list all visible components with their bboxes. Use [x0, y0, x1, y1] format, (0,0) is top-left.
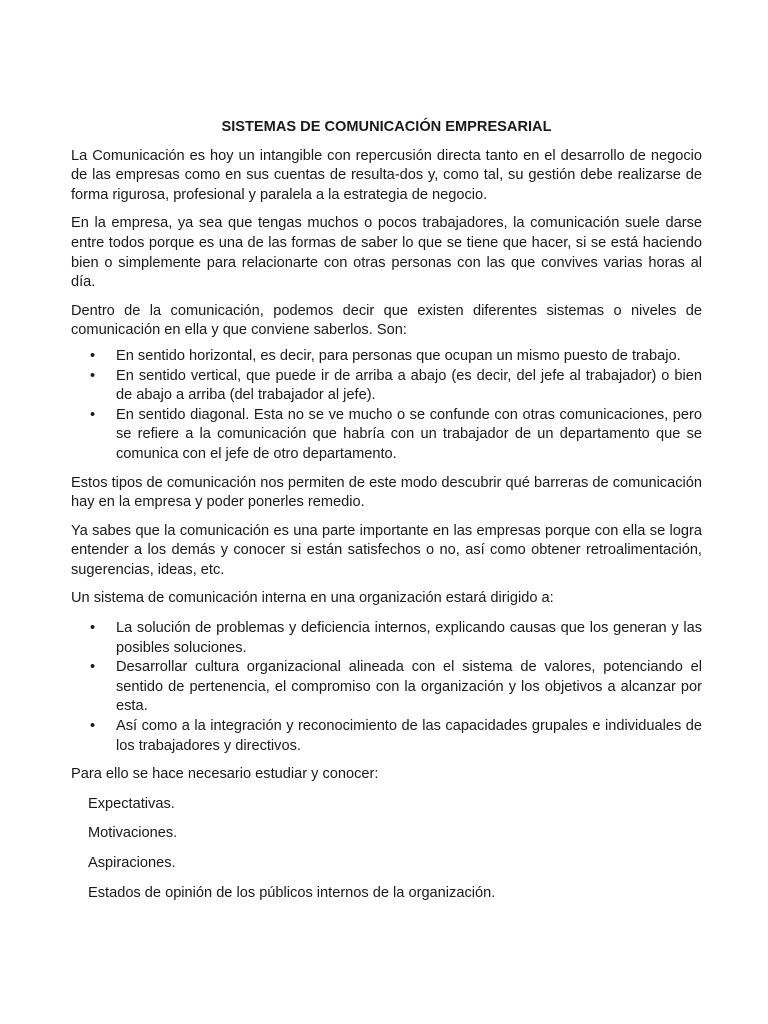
bullet-icon: • — [90, 347, 96, 364]
indented-item-estados: Estados de opinión de los públicos internos de la organización. — [88, 884, 496, 901]
list-item: • Así como a la integración y reconocimiento de las capacidades grupales e individuales de los trabajadores y directivos. — [90, 718, 702, 754]
indented-item-expectativas: Expectativas. — [88, 795, 175, 812]
bullet-icon: • — [90, 620, 96, 637]
document-page — [71, 118, 702, 913]
paragraph-estudiar: Para ello se hace necesario estudiar y conocer: — [71, 766, 379, 783]
list-item: • En sentido vertical, que puede ir de arriba a abajo (es decir, del jefe al trabajador) o bien de abajo a arriba (del trabajador al jefe). — [90, 367, 702, 404]
list-objetivos — [71, 619, 702, 756]
paragraph-importancia: Ya sabes que la comunicación es una parte importante en las empresas porque con ella se logra entender a los demás y conocer si están satisfechos o no, así como obtener retroalimentación, sugerencias, ideas, etc. — [71, 522, 702, 578]
indented-item-motivaciones: Motivaciones. — [88, 825, 178, 842]
list-item: • En sentido horizontal, es decir, para personas que ocupan un mismo puesto de trabajo. — [116, 347, 702, 367]
list-niveles — [71, 347, 702, 465]
bullet-icon: • — [90, 659, 96, 676]
paragraph-sistema-interno: Un sistema de comunicación interna en una organización estará dirigido a: — [71, 590, 554, 607]
paragraph-intro: La Comunicación es hoy un intangible con repercusión directa tanto en el desarrollo de negocio de las empresas como en sus cuentas de resulta-dos y, como tal, su gestión debe realizarse de forma rigurosa, profesional y paralela a la estrategia de negocio. — [71, 147, 702, 203]
bullet-icon: • — [90, 406, 96, 423]
paragraph-empresa: En la empresa, ya sea que tengas muchos o pocos trabajadores, la comunicación suele darse entre todos porque es una de las formas de saber lo que se tiene que hacer, si se está haciendo bien o simplemente para relacionarte con otras personas con las que convives varias horas al día. — [71, 215, 702, 291]
bullet-icon: • — [90, 718, 96, 735]
bullet-icon: • — [90, 367, 96, 384]
document-title: SISTEMAS DE COMUNICACIÓN EMPRESARIAL — [221, 119, 552, 135]
paragraph-barreras: Estos tipos de comunicación nos permiten de este modo descubrir qué barreras de comunicación hay en la empresa y poder ponerles remedio. — [71, 474, 702, 511]
list-item: • La solución de problemas y deficiencia internos, explicando causas que los generan y las posibles soluciones. — [90, 620, 702, 656]
indented-item-aspiraciones: Aspiraciones. — [88, 855, 176, 871]
paragraph-sistemas: Dentro de la comunicación, podemos decir que existen diferentes sistemas o niveles de comunicación en ella y que conviene saberlos. Son: — [71, 302, 702, 339]
list-item: • En sentido diagonal. Esta no se ve mucho o se confunde con otras comunicaciones, pero se refiere a la comunicación que habría con un trabajador de un departamento que se comunica con el jefe de otro departamento. — [90, 406, 702, 462]
list-item: • Desarrollar cultura organizacional alineada con el sistema de valores, potenciando el sentido de pertenencia, el compromiso con la organización y los objetivos a alcanzar por esta. — [90, 659, 702, 715]
